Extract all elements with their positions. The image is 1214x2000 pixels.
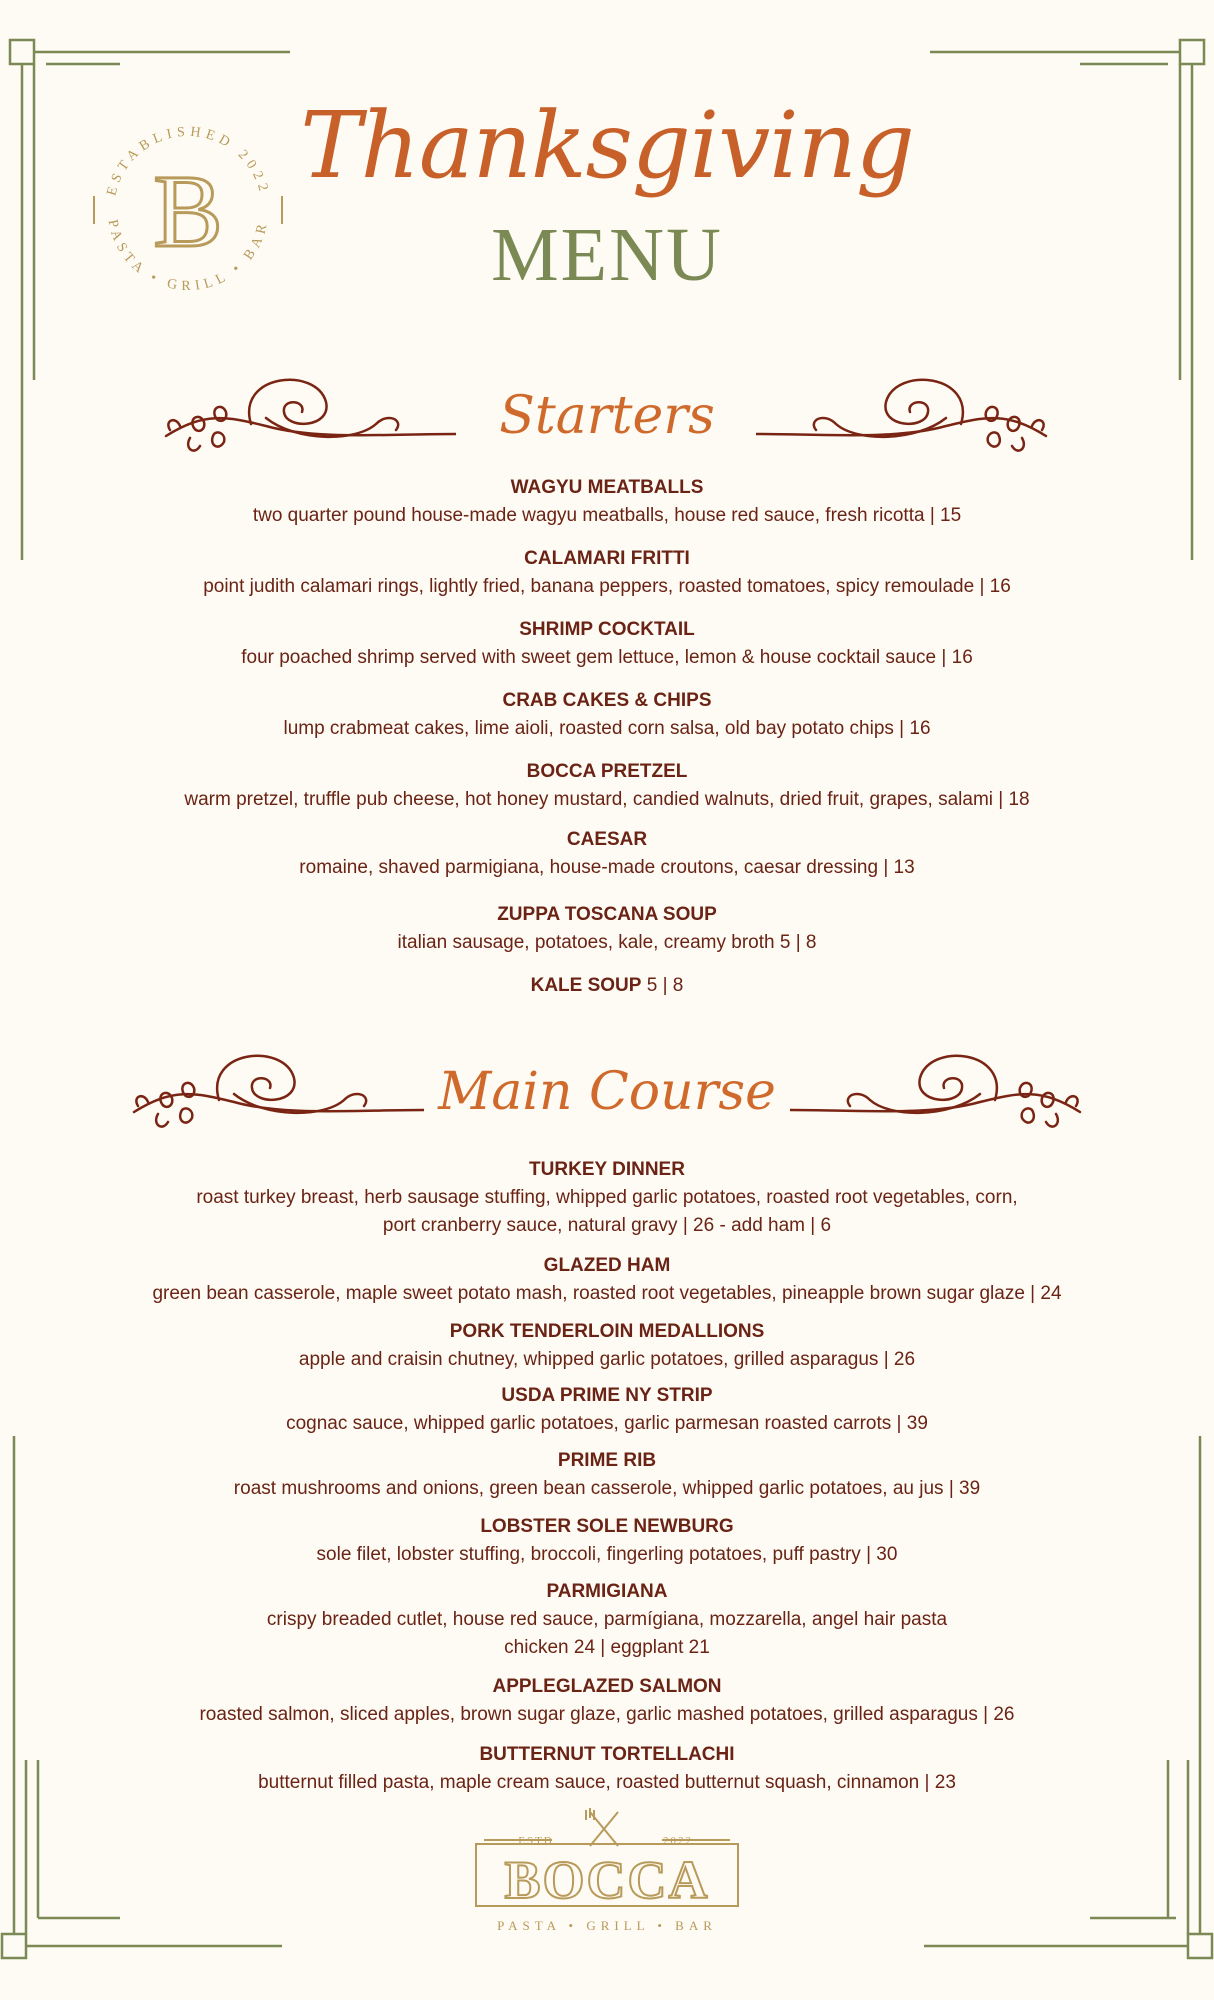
svg-text:ESTABLISHED 2022: ESTABLISHED 2022: [104, 124, 272, 198]
item-name: PARMIGIANA: [546, 1581, 668, 1602]
menu-item: [0, 1156, 1214, 1240]
item-name: SHRIMP COCKTAIL: [519, 619, 695, 640]
item-description: butternut filled pasta, maple cream sauce, roasted butternut squash, cinnamon | 23: [258, 1772, 956, 1793]
item-price: 5 | 8: [641, 975, 684, 996]
item-description: two quarter pound house-made wagyu meatballs, house red sauce, fresh ricotta | 15: [252, 505, 962, 526]
item-description: point judith calamari rings, lightly fried, banana peppers, roasted tomatoes, spicy remoulade | 16: [203, 576, 1011, 597]
svg-text:2022: 2022: [663, 1835, 693, 1847]
menu-item: [0, 474, 1214, 530]
menu-item: [0, 1382, 1214, 1438]
svg-text:ESTD: ESTD: [518, 1835, 554, 1847]
menu-item: [0, 1447, 1214, 1503]
title-menu: MENU: [491, 213, 723, 297]
item-name: USDA PRIME NY STRIP: [501, 1385, 713, 1406]
menu-item: [0, 1578, 1214, 1662]
menu-item: [0, 1252, 1214, 1308]
item-name: WAGYU MEATBALLS: [510, 477, 704, 498]
item-name: CRAB CAKES & CHIPS: [502, 690, 712, 711]
starters-heading-block: [0, 372, 1214, 452]
item-description: four poached shrimp served with sweet gem lettuce, lemon & house cocktail sauce | 16: [241, 647, 973, 668]
item-description: warm pretzel, truffle pub cheese, hot honey mustard, candied walnuts, dried fruit, grapes, salami | 18: [184, 789, 1030, 810]
item-name: PORK TENDERLOIN MEDALLIONS: [449, 1321, 765, 1342]
menu-item-kale-soup: [0, 972, 1214, 1000]
item-name: GLAZED HAM: [543, 1255, 671, 1276]
menu-item: [0, 758, 1214, 814]
item-name: CALAMARI FRITTI: [524, 548, 690, 569]
main-course-heading-block: [0, 1048, 1214, 1128]
item-description-line-2: chicken 24 | eggplant 21: [504, 1637, 710, 1658]
item-name: TURKEY DINNER: [529, 1159, 685, 1180]
svg-text:B: B: [153, 154, 223, 269]
item-name: BUTTERNUT TORTELLACHI: [479, 1744, 735, 1765]
item-description: apple and craisin chutney, whipped garlic potatoes, grilled asparagus | 26: [298, 1349, 916, 1370]
menu-item: [0, 545, 1214, 601]
item-name: BOCCA PRETZEL: [526, 761, 688, 782]
item-description: roast mushrooms and onions, green bean casserole, whipped garlic potatoes, au jus | 39: [233, 1478, 981, 1499]
bocca-bottom-logo: [472, 1806, 742, 1936]
menu-item: [0, 901, 1214, 957]
main-course-heading: Main Course: [438, 1062, 776, 1122]
item-name: CAESAR: [566, 829, 648, 850]
menu-item: [0, 1513, 1214, 1569]
svg-text:BOCCA: BOCCA: [504, 1850, 710, 1910]
item-description: roasted salmon, sliced apples, brown sugar glaze, garlic mashed potatoes, grilled asparagus | 26: [199, 1704, 1015, 1725]
item-description: cognac sauce, whipped garlic potatoes, garlic parmesan roasted carrots | 39: [286, 1413, 928, 1434]
menu-item: [0, 616, 1214, 672]
menu-item: [0, 1318, 1214, 1374]
item-description-line-2: port cranberry sauce, natural gravy | 26 - add ham | 6: [382, 1215, 832, 1236]
item-name: PRIME RIB: [557, 1450, 657, 1471]
svg-text:PASTA • GRILL • BAR: PASTA • GRILL • BAR: [104, 218, 272, 295]
item-description: italian sausage, potatoes, kale, creamy broth 5 | 8: [397, 932, 817, 953]
svg-text:PASTA • GRILL • BAR: PASTA • GRILL • BAR: [497, 1918, 717, 1933]
item-description: roast turkey breast, herb sausage stuffing, whipped garlic potatoes, roasted root vegetables, corn,: [196, 1187, 1018, 1208]
title-thanksgiving: Thanksgiving: [300, 92, 914, 199]
menu-item: [0, 1673, 1214, 1729]
item-name: KALE SOUP: [530, 975, 642, 996]
item-name: APPLEGLAZED SALMON: [492, 1676, 722, 1697]
item-description: romaine, shaved parmigiana, house-made croutons, caesar dressing | 13: [299, 857, 915, 878]
menu-item: [0, 1741, 1214, 1797]
item-description: crispy breaded cutlet, house red sauce, parmígiana, mozzarella, angel hair pasta: [266, 1609, 948, 1630]
menu-item: [0, 826, 1214, 882]
starters-heading: Starters: [499, 386, 715, 446]
menu-item: [0, 687, 1214, 743]
item-name: ZUPPA TOSCANA SOUP: [497, 904, 717, 925]
item-name: LOBSTER SOLE NEWBURG: [480, 1516, 734, 1537]
item-description: green bean casserole, maple sweet potato mash, roasted root vegetables, pineapple brown sugar glaze | 24: [152, 1283, 1062, 1304]
item-description: sole filet, lobster stuffing, broccoli, fingerling potatoes, puff pastry | 30: [316, 1544, 898, 1565]
item-description: lump crabmeat cakes, lime aioli, roasted corn salsa, old bay potato chips | 16: [283, 718, 931, 739]
